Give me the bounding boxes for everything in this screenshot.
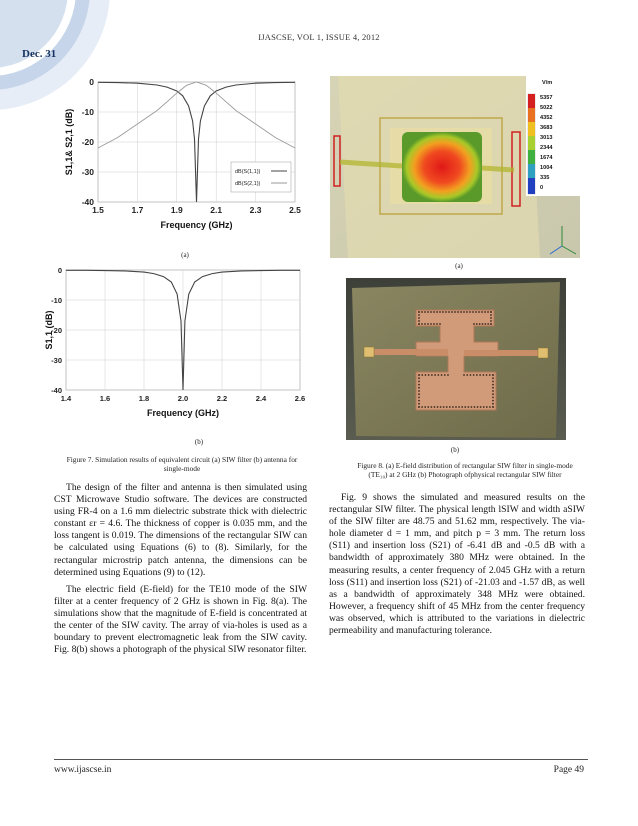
via-hole <box>430 323 432 325</box>
efield-legend-value: 3683 <box>540 125 553 131</box>
x-tick-label: 2.2 <box>216 394 228 403</box>
via-hole <box>458 406 460 408</box>
x-tick-label: 2.4 <box>255 394 267 403</box>
efield-legend-values <box>540 93 552 193</box>
efield-legend-value: 5022 <box>540 105 553 111</box>
fig7a-chart <box>54 70 314 260</box>
via-hole <box>479 374 481 376</box>
right-column-text <box>329 492 585 637</box>
via-hole <box>464 406 466 408</box>
via-hole <box>492 400 494 402</box>
x-tick-label: 2.0 <box>177 394 189 403</box>
via-hole <box>452 406 454 408</box>
via-hole <box>428 374 430 376</box>
via-hole <box>457 311 459 313</box>
via-hole <box>418 384 420 386</box>
via-hole <box>439 311 441 313</box>
efield-legend-value: 5357 <box>540 95 553 101</box>
y-tick-label: -10 <box>81 107 94 117</box>
via-hole <box>427 406 429 408</box>
via-hole <box>492 393 494 395</box>
via-hole <box>421 311 423 313</box>
fig7a-sublabel: (a) <box>181 251 189 259</box>
x-tick-label: 1.4 <box>60 394 72 403</box>
via-hole <box>492 374 494 376</box>
via-hole <box>487 323 489 325</box>
via-hole <box>433 311 435 313</box>
via-hole <box>427 311 429 313</box>
fig7-caption: Figure 7. Simulation results of equivalent circuit (a) SIW filter (b) antenna for single-mode <box>66 455 298 473</box>
via-hole <box>440 406 442 408</box>
via-hole <box>473 374 475 376</box>
via-hole <box>418 387 420 389</box>
journal-header: IJASCSE, VOL 1, ISSUE 4, 2012 <box>258 32 380 42</box>
x-axis-label: Frequency (GHz) <box>160 220 233 230</box>
via-hole <box>492 384 494 386</box>
via-hole <box>481 311 483 313</box>
x-tick-label: 2.1 <box>210 205 223 215</box>
via-hole <box>418 317 420 319</box>
via-hole <box>442 311 444 313</box>
via-hole <box>484 323 486 325</box>
efield-legend-value: 4352 <box>540 115 553 121</box>
via-hole <box>443 406 445 408</box>
y-axis-label: S1,1 (dB) <box>44 310 54 350</box>
page-number: Page 49 <box>553 765 584 775</box>
via-hole <box>418 320 420 322</box>
via-hole <box>430 406 432 408</box>
fig8-caption <box>322 461 608 479</box>
via-hole <box>421 406 423 408</box>
via-hole <box>480 406 482 408</box>
via-hole <box>418 400 420 402</box>
legend-entry: dB(S(2,1)) <box>235 181 261 187</box>
y-tick-label: -40 <box>81 197 94 207</box>
efield-legend-value: 3013 <box>540 135 553 141</box>
x-tick-label: 1.7 <box>131 205 144 215</box>
via-hole <box>418 381 420 383</box>
via-hole <box>421 374 423 376</box>
via-hole <box>433 323 435 325</box>
via-hole <box>455 406 457 408</box>
legend-entry: dB(S(1,1)) <box>235 169 261 175</box>
via-hole <box>454 311 456 313</box>
date-badge: Dec. 31 <box>22 48 57 60</box>
y-tick-label: -20 <box>81 137 94 147</box>
via-hole <box>436 311 438 313</box>
via-hole <box>418 397 420 399</box>
via-hole <box>418 403 420 405</box>
via-hole <box>418 374 420 376</box>
via-hole <box>471 406 473 408</box>
x-tick-label: 2.5 <box>289 205 301 215</box>
y-tick-label: -10 <box>51 296 62 305</box>
efield-legend-unit: V/m <box>542 80 553 86</box>
x-tick-label: 1.8 <box>138 394 150 403</box>
via-hole <box>482 323 484 325</box>
via-hole <box>486 374 488 376</box>
via-hole <box>418 314 420 316</box>
via-hole <box>476 374 478 376</box>
via-hole <box>472 311 474 313</box>
via-hole <box>421 323 423 325</box>
via-hole <box>490 320 492 322</box>
via-hole <box>425 374 427 376</box>
via-hole <box>463 311 465 313</box>
via-hole <box>486 406 488 408</box>
y-tick-label: -30 <box>81 167 94 177</box>
via-hole <box>444 374 446 376</box>
via-hole <box>466 311 468 313</box>
left-column-text <box>54 482 307 656</box>
via-hole <box>490 311 492 313</box>
x-tick-label: 2.6 <box>294 394 306 403</box>
via-hole <box>490 317 492 319</box>
y-tick-label: 0 <box>57 266 62 275</box>
legend-box <box>231 162 291 192</box>
via-hole <box>436 323 438 325</box>
via-hole <box>424 323 426 325</box>
x-axis-label: Frequency (GHz) <box>146 408 220 418</box>
via-hole <box>418 311 420 313</box>
via-hole <box>441 374 443 376</box>
via-hole <box>418 323 420 325</box>
via-hole <box>445 311 447 313</box>
left-paragraph-2: The electric field (E-field) for the TE10 mode of the SIW filter at a center frequency of 2 GHz is shown in Fig. 8(a). The simulations show that the magnitude of E-field is concentrated at the center of the SIW cavity. The array of via-holes is used as a boundary to prevent electromagnetic leak from the SIW cavity. Fig. 8(b) shows a photograph of the physical SIW resonator filter. <box>54 583 307 656</box>
via-hole <box>418 393 420 395</box>
y-tick-label: -30 <box>51 356 62 365</box>
via-hole <box>437 406 439 408</box>
efield-legend-value: 335 <box>540 175 550 181</box>
x-tick-label: 1.5 <box>92 205 104 215</box>
via-hole <box>460 311 462 313</box>
via-hole <box>484 311 486 313</box>
right-paragraph-1: Fig. 9 shows the simulated and measured results on the rectangular SIW filter. The physical length lSIW and width aSIW of the SIW filter are 48.75 and 51.62 mm, respectively. The via-hole diameter d = 1 mm, and pitch p = 3 mm. The return loss (S11) and insertion loss (S21) of -6.41 dB and -0.5 dB with a bandwidth of approximately 380 MHz were obtained. In the measuring results, a center frequency of 2.045 GHz with a return loss (S11) and insertion loss (S21) of -21.03 and -1.57 dB, as well as a bandwidth of approximately 348 MHz were obtained. However, a frequency shift of 45 MHz from the center frequency was observed, which is attributed to the variations in dielectric permeability and manufacturing tolerance. <box>329 492 585 637</box>
fig8a-sublabel: (a) <box>455 262 463 270</box>
y-tick-label: -40 <box>51 386 62 395</box>
via-hole <box>492 403 494 405</box>
via-hole <box>418 377 420 379</box>
via-hole <box>463 374 465 376</box>
via-hole <box>449 406 451 408</box>
x-tick-label: 1.6 <box>99 394 111 403</box>
via-hole <box>424 406 426 408</box>
via-hole <box>470 374 472 376</box>
via-hole <box>478 311 480 313</box>
via-hole <box>483 406 485 408</box>
via-hole <box>492 397 494 399</box>
via-hole <box>467 406 469 408</box>
via-hole <box>431 374 433 376</box>
via-hole <box>469 311 471 313</box>
footer-rule <box>54 759 588 760</box>
y-tick-label: 0 <box>89 77 94 87</box>
via-hole <box>427 323 429 325</box>
fig7b-chart <box>44 262 314 434</box>
via-hole <box>418 390 420 392</box>
y-axis-label: S1,1& S2,1 (dB) <box>64 108 74 176</box>
via-hole <box>492 381 494 383</box>
via-hole <box>430 311 432 313</box>
fig8b-sublabel: (b) <box>450 446 460 454</box>
efield-legend-value: 1674 <box>540 155 553 161</box>
via-hole <box>451 311 453 313</box>
via-hole <box>424 311 426 313</box>
via-hole <box>473 323 475 325</box>
via-hole <box>490 323 492 325</box>
fig8-caption-line2: (TE₁₀) at 2 GHz (b) Photograph ofphysical rectangular SIW filter <box>368 470 562 479</box>
via-hole <box>476 323 478 325</box>
via-hole <box>492 377 494 379</box>
via-hole <box>477 406 479 408</box>
via-hole <box>434 406 436 408</box>
fig8a-efield-image <box>330 76 580 258</box>
via-hole <box>474 406 476 408</box>
via-hole <box>489 374 491 376</box>
via-hole <box>446 406 448 408</box>
via-hole <box>492 387 494 389</box>
via-hole <box>479 323 481 325</box>
footer-url[interactable]: www.ijascse.in <box>54 765 112 775</box>
via-hole <box>437 374 439 376</box>
x-tick-label: 1.9 <box>170 205 183 215</box>
via-hole <box>490 314 492 316</box>
via-hole <box>439 323 441 325</box>
left-paragraph-1: The design of the filter and antenna is then simulated using CST Microwave Studio software. The devices are constructed using FR-4 on a 1.6 mm dielectric substrate thick with dielectric constant εr = 4.6. The thickness of copper is 0.035 mm, and the loss tangent is 0.019. The dimensions of the rectangular SIW can be calculated using Equations (6) to (8). Similarly, for the rectangular microstrip patch antenna, the dimensions can be determined using Equations (9) to (12). <box>54 482 307 578</box>
via-hole <box>447 374 449 376</box>
via-hole <box>448 311 450 313</box>
fig7b-sublabel: (b) <box>194 438 204 446</box>
efield-legend-value: 2344 <box>540 145 553 151</box>
via-hole <box>461 406 463 408</box>
x-tick-label: 2.3 <box>249 205 262 215</box>
via-hole <box>487 311 489 313</box>
fig8-caption-line1: Figure 8. (a) E-field distribution of rectangular SIW filter in single-mode <box>357 461 573 470</box>
efield-legend-value: 1004 <box>540 165 553 171</box>
via-hole <box>434 374 436 376</box>
via-hole <box>492 406 494 408</box>
fig8b-photo <box>346 278 566 440</box>
via-hole <box>489 406 491 408</box>
via-hole <box>418 406 420 408</box>
via-hole <box>475 311 477 313</box>
via-hole <box>492 390 494 392</box>
via-hole <box>482 374 484 376</box>
efield-legend-value: 0 <box>540 185 544 191</box>
via-hole <box>466 374 468 376</box>
y-tick-label: -20 <box>51 326 62 335</box>
